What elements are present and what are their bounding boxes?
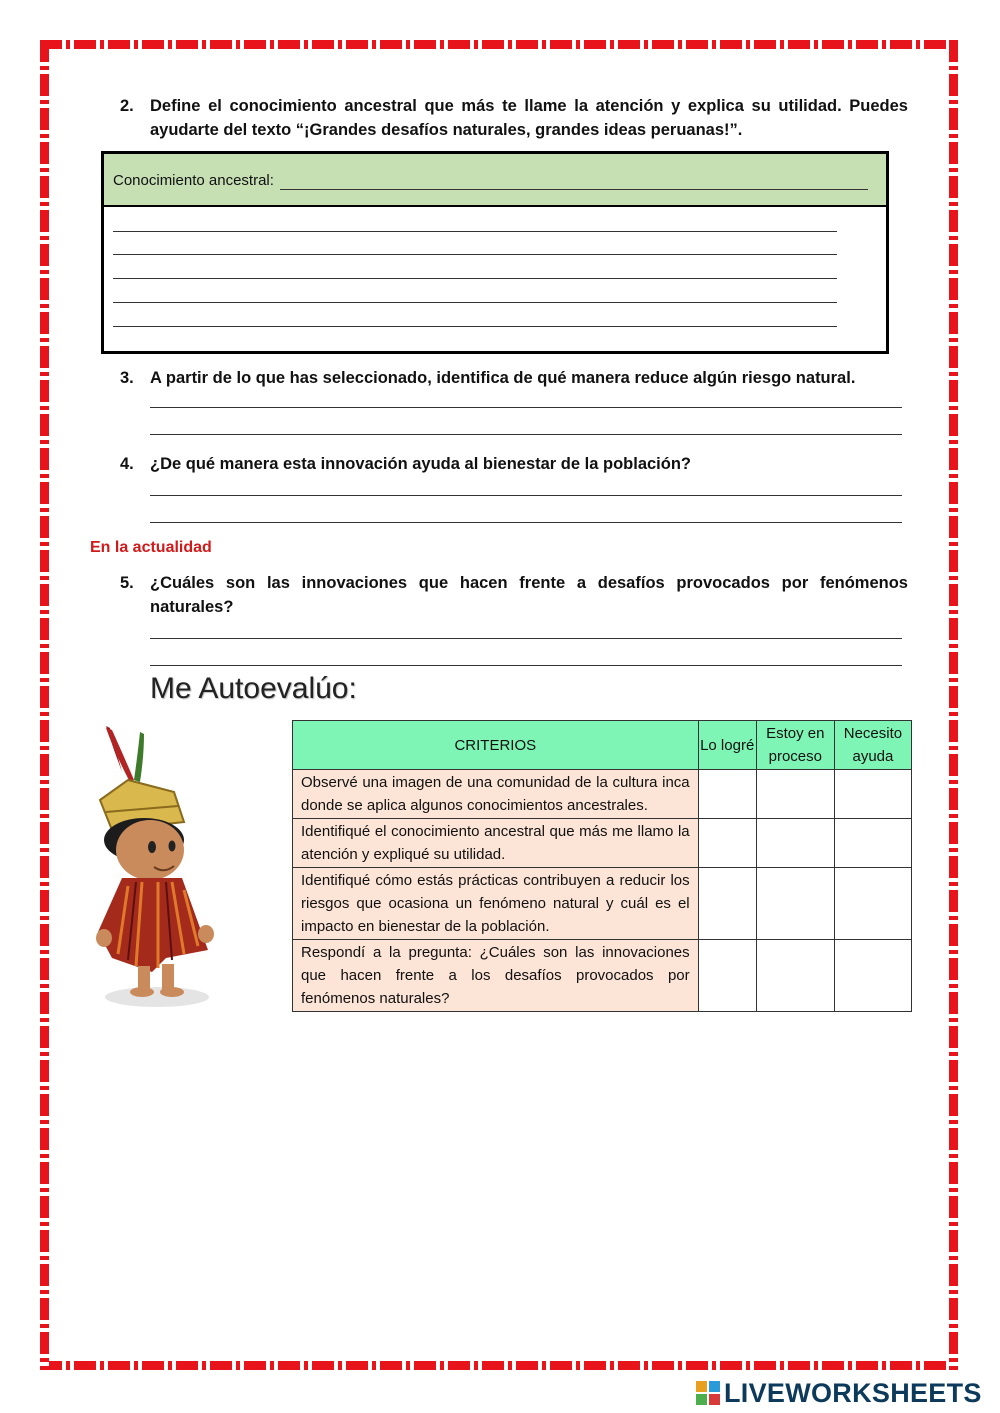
answer-line[interactable] <box>150 522 902 523</box>
necesito-ayuda-check[interactable] <box>834 940 911 1012</box>
question-text: ¿De qué manera esta innovación ayuda al bienestar de la población? <box>150 455 691 473</box>
border-left <box>40 40 49 1370</box>
answer-line[interactable] <box>150 665 902 666</box>
liveworksheets-logo <box>696 1376 982 1410</box>
question-number: 5. <box>120 574 134 592</box>
border-bottom <box>40 1361 958 1370</box>
lo-logre-header: Lo logré <box>698 721 756 770</box>
en-proceso-check[interactable] <box>756 770 834 819</box>
answer-line[interactable] <box>113 326 837 327</box>
lo-logre-check[interactable] <box>698 819 756 868</box>
inca-boy-illustration-icon <box>92 722 222 1012</box>
question-text: A partir de lo que has seleccionado, identifica de qué manera reduce algún riesgo natural. <box>150 369 856 387</box>
liveworksheets-logo-icon <box>696 1381 720 1405</box>
self-evaluation-title: Me Autoevalúo: <box>150 672 357 705</box>
lo-logre-check[interactable] <box>698 868 756 940</box>
section-title: En la actualidad <box>90 539 212 556</box>
criteria-cell: Identifiqué el conocimiento ancestral que más me llamo la atención y expliqué su utilidad. <box>293 819 699 868</box>
answer-line[interactable] <box>150 434 902 435</box>
question-2 <box>120 94 908 142</box>
question-number: 2. <box>120 97 134 115</box>
necesito-ayuda-check[interactable] <box>834 868 911 940</box>
table-row <box>293 770 912 819</box>
question-4 <box>120 452 908 476</box>
ancestral-knowledge-box <box>101 151 889 354</box>
answer-line[interactable] <box>150 407 902 408</box>
table-row <box>293 819 912 868</box>
lo-logre-check[interactable] <box>698 940 756 1012</box>
table-row <box>293 868 912 940</box>
question-text: ¿Cuáles son las innovaciones que hacen frente a desafíos provocados por fenómenos naturales? <box>150 574 908 616</box>
question-number: 4. <box>120 455 134 473</box>
criteria-cell: Observé una imagen de una comunidad de la cultura inca donde se aplica algunos conocimientos ancestrales. <box>293 770 699 819</box>
en-proceso-header: Estoy en proceso <box>756 721 834 770</box>
table-row <box>293 940 912 1012</box>
criteria-cell: Respondí a la pregunta: ¿Cuáles son las innovaciones que hacen frente a los desafíos provocados por fenómenos naturales? <box>293 940 699 1012</box>
criteria-header: CRITERIOS <box>293 721 699 770</box>
question-text: Define el conocimiento ancestral que más te llame la atención y explica su utilidad. Puedes ayudarte del texto “¡Grandes desafíos naturales, grandes ideas peruanas!”. <box>150 97 908 139</box>
border-top <box>40 40 958 49</box>
logo-text: LIVEWORKSHEETS <box>724 1377 982 1408</box>
border-right <box>949 40 958 1370</box>
answer-line[interactable] <box>113 302 837 303</box>
question-3 <box>120 366 908 390</box>
necesito-ayuda-header: Necesito ayuda <box>834 721 911 770</box>
lo-logre-check[interactable] <box>698 770 756 819</box>
answer-line[interactable] <box>113 254 837 255</box>
en-proceso-check[interactable] <box>756 868 834 940</box>
box-header <box>104 154 886 207</box>
box-label: Conocimiento ancestral: <box>113 172 274 189</box>
necesito-ayuda-check[interactable] <box>834 819 911 868</box>
table-header-row <box>293 721 912 770</box>
en-proceso-check[interactable] <box>756 940 834 1012</box>
question-number: 3. <box>120 369 134 387</box>
answer-line[interactable] <box>113 278 837 279</box>
necesito-ayuda-check[interactable] <box>834 770 911 819</box>
ancestral-knowledge-input-line[interactable] <box>280 189 868 190</box>
self-evaluation-table <box>292 720 912 1012</box>
en-proceso-check[interactable] <box>756 819 834 868</box>
answer-line[interactable] <box>150 495 902 496</box>
answer-line[interactable] <box>113 231 837 232</box>
answer-line[interactable] <box>150 638 902 639</box>
question-5 <box>120 571 908 619</box>
criteria-cell: Identifiqué cómo estás prácticas contribuyen a reducir los riesgos que ocasiona un fenómeno natural y cuál es el impacto en bienestar de la población. <box>293 868 699 940</box>
